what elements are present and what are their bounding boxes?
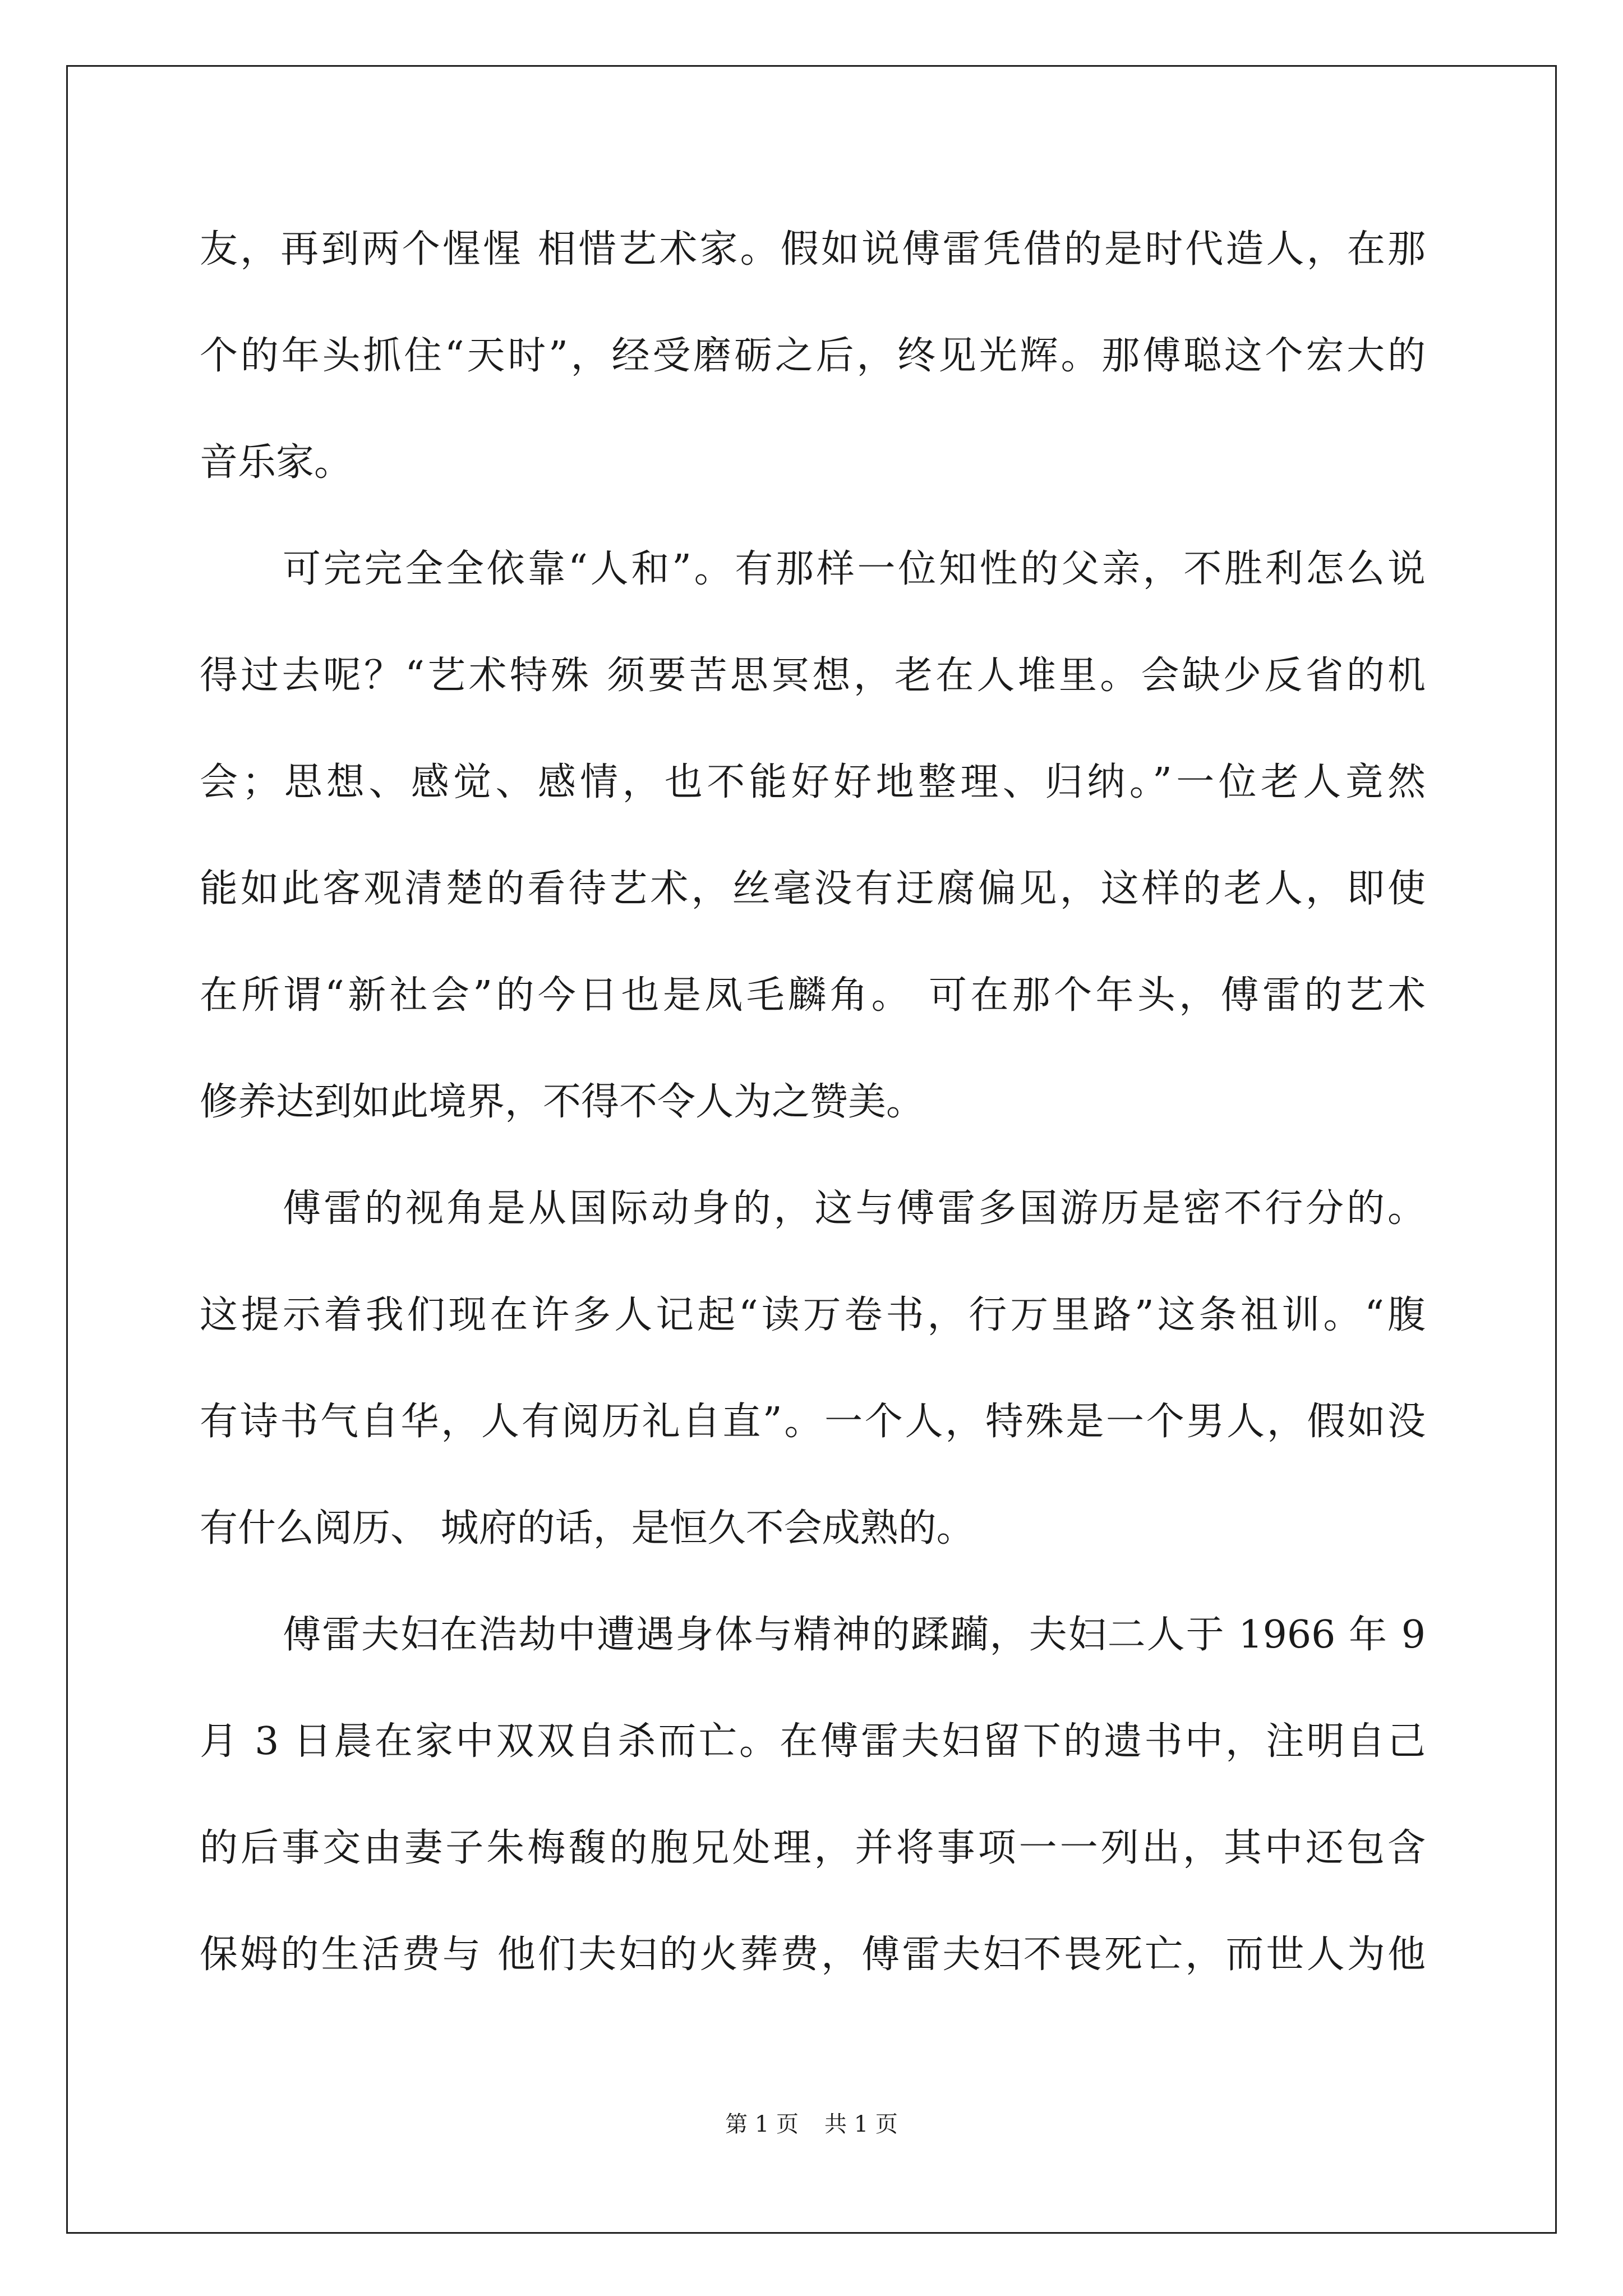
text-line: 能如此客观清楚的看待艺术，丝毫没有迂腐偏见，这样的老人，即使	[200, 867, 1426, 911]
text-line: 音乐家。	[200, 440, 353, 485]
document-body	[200, 208, 1426, 2019]
page-number: 第 1 页	[725, 2111, 799, 2137]
text-line: 得过去呢？“艺术特殊 须要苦思冥想，老在人堆里。会缺少反省的机	[200, 654, 1426, 698]
page-footer	[0, 2108, 1623, 2141]
text-line: 有诗书气自华，人有阅历礼自直”。一个人，特殊是一个男人，假如没	[200, 1400, 1426, 1444]
text-line: 个的年头抓住“天时”，经受磨砺之后，终见光辉。那傅聪这个宏大的	[200, 334, 1426, 378]
text-line: 修养达到如此境界，不得不令人为之赞美。	[200, 1080, 925, 1124]
text-line: 这提示着我们现在许多人记起“读万卷书，行万里路”这条祖训。“腹	[200, 1293, 1426, 1337]
text-line: 傅雷夫妇在浩劫中遭遇身体与精神的蹂躏，夫妇二人于 1966 年 9	[283, 1613, 1426, 1657]
text-line: 可完完全全依靠“人和”。有那样一位知性的父亲，不胜利怎么说	[283, 547, 1426, 591]
text-line: 月 3 日晨在家中双双自杀而亡。在傅雷夫妇留下的遗书中，注明自己	[200, 1719, 1426, 1764]
text-line: 保姆的生活费与 他们夫妇的火葬费，傅雷夫妇不畏死亡，而世人为他	[200, 1932, 1426, 1977]
page-total: 共 1 页	[824, 2111, 898, 2137]
text-line: 傅雷的视角是从国际动身的，这与傅雷多国游历是密不行分的。	[283, 1186, 1426, 1231]
text-line: 友，再到两个惺惺 相惜艺术家。假如说傅雷凭借的是时代造人，在那	[200, 227, 1426, 272]
text-line: 会；思想、感觉、感情，也不能好好地整理、归纳。”一位老人竟然	[200, 760, 1426, 804]
text-line: 的后事交由妻子朱梅馥的胞兄处理，并将事项一一列出，其中还包含	[200, 1826, 1426, 1870]
text-line: 有什么阅历、 城府的话，是恒久不会成熟的。	[200, 1506, 975, 1550]
text-line: 在所谓“新社会”的今日也是凤毛麟角。 可在那个年头，傅雷的艺术	[200, 973, 1426, 1018]
